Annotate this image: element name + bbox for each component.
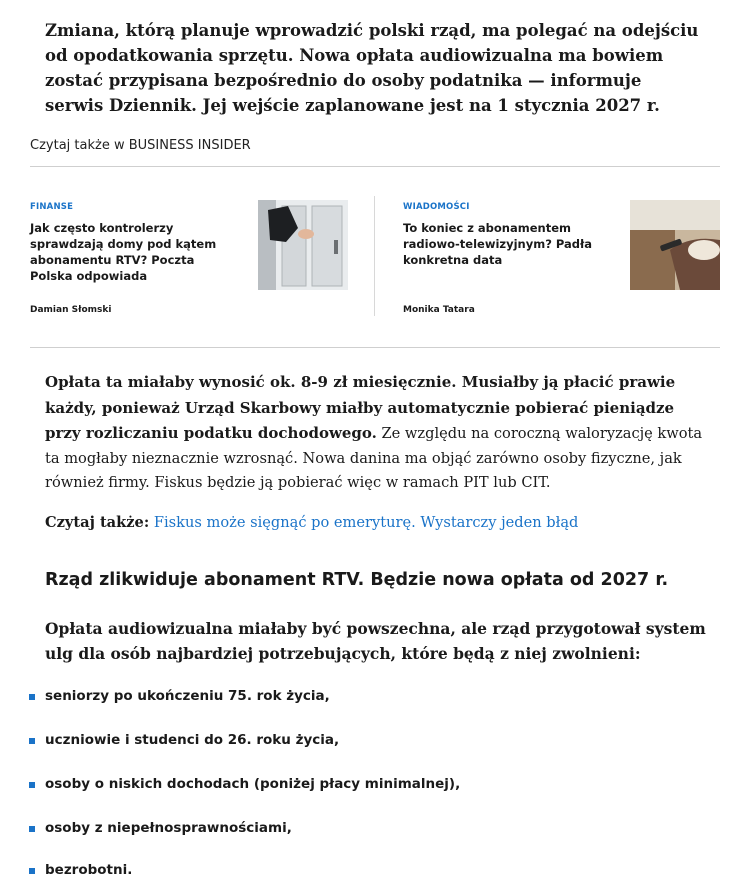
divider bbox=[30, 347, 720, 348]
list-item bbox=[45, 862, 705, 878]
section-heading: Rząd zlikwiduje abonament RTV. Będzie nowa opłata od 2027 r. bbox=[45, 570, 669, 590]
tv-remote-photo-icon[interactable] bbox=[630, 200, 720, 290]
list-item-text: osoby o niskich dochodach (poniżej płacy minimalnej), bbox=[45, 776, 461, 792]
card-title[interactable]: To koniec z abonamentem radiowo-telewizyjnym? Padła konkretna data bbox=[403, 221, 593, 267]
card-author: Monika Tatara bbox=[403, 305, 475, 315]
card-category[interactable]: FINANSE bbox=[30, 202, 74, 212]
door-photo-icon[interactable] bbox=[258, 200, 348, 290]
card-title[interactable]: Jak często kontrolerzy sprawdzają domy pod kątem abonamentu RTV? Poczta Polska odpowiada bbox=[30, 221, 217, 283]
read-also-link[interactable]: Fiskus może sięgnąć po emeryturę. Wystarczy jeden błąd bbox=[153, 514, 579, 531]
list-item bbox=[45, 688, 705, 704]
related-card-2[interactable] bbox=[403, 184, 721, 324]
related-articles-box bbox=[30, 128, 720, 348]
list-item-text: seniorzy po ukończeniu 75. rok życia, bbox=[45, 688, 330, 704]
divider bbox=[374, 196, 375, 316]
card-author: Damian Słomski bbox=[30, 305, 112, 315]
list-item bbox=[45, 776, 705, 792]
bullet-icon bbox=[29, 738, 35, 744]
list-item-text: bezrobotni. bbox=[45, 862, 133, 878]
list-item bbox=[45, 732, 705, 748]
list-item bbox=[45, 820, 705, 836]
related-card-1[interactable] bbox=[30, 184, 348, 324]
related-box-title: Czytaj także w BUSINESS INSIDER bbox=[30, 138, 251, 153]
list-item-text: osoby z niepełnosprawnościami, bbox=[45, 820, 292, 836]
bullet-icon bbox=[29, 782, 35, 788]
card-category[interactable]: WIADOMOŚCI bbox=[403, 202, 470, 212]
body-paragraph-text: Ze względu na coroczną waloryzację kwota ta mogłaby nieznacznie wzrosnąć. Nowa danina ma objąć zarówno osoby fizyczne, jak również firmy. Fiskus będzie ją pobierać więc w ramach PIT lub CIT. bbox=[45, 425, 703, 491]
bullet-icon bbox=[29, 694, 35, 700]
read-also-label: Czytaj także: bbox=[45, 514, 150, 531]
body-paragraph-bold: Opłata ta miałaby wynosić ok. 8-9 zł miesięcznie. Musiałby ją płacić prawie każdy, ponieważ Urząd Skarbowy miałby automatycznie pobierać pieniądze przy rozliczaniu podatku dochodowego. bbox=[45, 373, 676, 442]
body-paragraph-2: Opłata audiowizualna miałaby być powszechna, ale rząd przygotował system ulg dla osób najbardziej potrzebujących, które będą z niej zwolnieni: bbox=[45, 619, 706, 663]
bullet-icon bbox=[29, 868, 35, 874]
list-item-text: uczniowie i studenci do 26. roku życia, bbox=[45, 732, 340, 748]
lead-paragraph: Zmiana, którą planuje wprowadzić polski rząd, ma polegać na odejściu od opodatkowania sprzętu. Nowa opłata audiowizualna ma bowiem zostać przypisana bezpośrednio do osoby podatnika — informuje serwis Dziennik. Jej wejście zaplanowane jest na 1 stycznia 2027 r. bbox=[45, 21, 699, 115]
read-also bbox=[45, 511, 710, 535]
body-paragraph bbox=[45, 370, 710, 496]
bullet-icon bbox=[29, 826, 35, 832]
divider bbox=[30, 166, 720, 167]
